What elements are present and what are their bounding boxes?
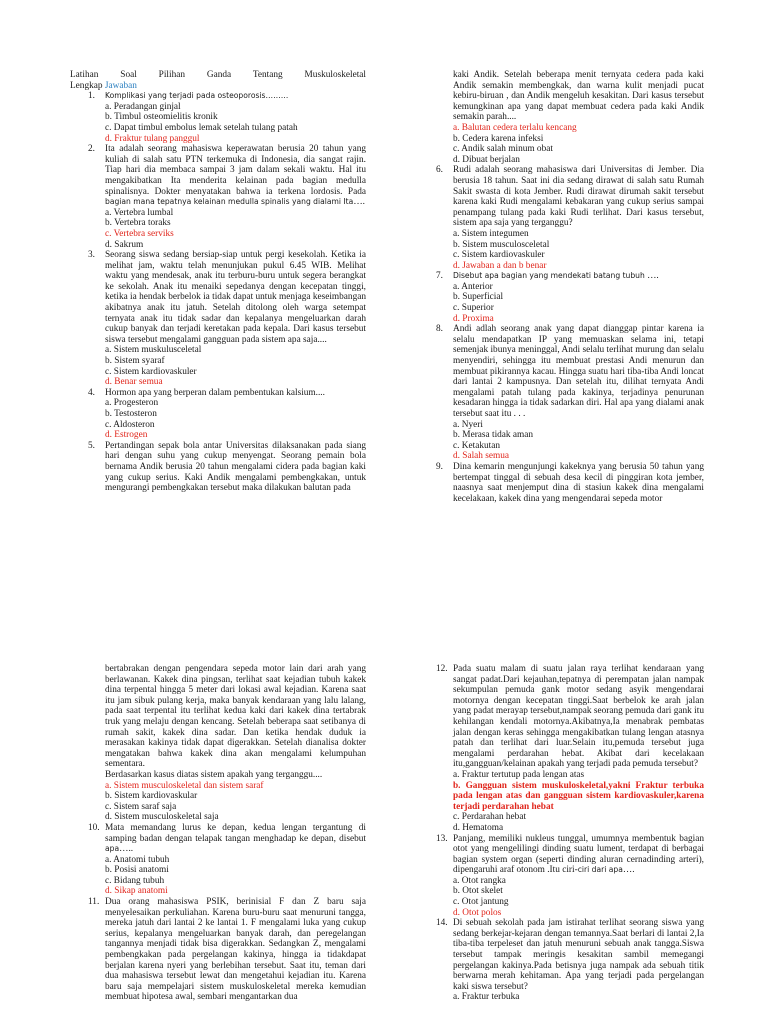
page1-left-column <box>70 70 366 494</box>
q8-option-b: b. Merasa tidak aman <box>453 430 534 441</box>
q9-answer: a. Sistem musculoskeletal dan sistem saraf <box>105 780 264 791</box>
page1-right-column <box>418 70 704 504</box>
q7-option-c: c. Superior <box>453 303 494 314</box>
q8-option-a: a. Nyeri <box>453 419 483 430</box>
document-title: Latihan Soal Pilihan Ganda Tentang Muskuloskeletal <box>70 70 366 80</box>
q4-option-b: b. Testosteron <box>105 409 157 419</box>
q4-option-a: a. Progesteron <box>105 398 159 409</box>
question-5: 5. Pertandingan sepak bola antar Universitas dilaksanakan pada siang hari dengan suhu yang cukup menyengat. Seorang pemain bola bernama Andik berusia 20 tahun mengalami cidera pada bagian kaki yang cukup serius. Kaki Andik mengalami pembengkakan, untuk mengurangi pembengkakan tersebut maka dilakukan balutan pada <box>88 440 366 494</box>
q8-option-c: c. Ketakutan <box>453 440 500 451</box>
q4-option-c: c. Aldosteron <box>105 419 155 430</box>
q9-option-d: d. Sistem musculoskeletal saja <box>105 812 219 823</box>
question-9: 9. Dina kemarin mengunjungi kakeknya yang berusia 50 tahun yang bertempat tinggal di sebuah desa kecil di pinggiran kota jember, naasnya saat menjemput dina di stasiun kakek dina mengalami kecelakaan, kakek dina yang mengendarai sepeda motor <box>436 461 704 504</box>
question-11: 11. Dua orang mahasiswa PSIK, berinisial F dan Z baru saja menyelesaikan perkuliahan. Karena buru-buru saat menuruni tangga, mereka jatuh dari lantai 2 ke lantai 1. F mengalami luka yang cukup serius, kepalanya mengeluarkan banyak darah, dan peregelangan tangannya menjadi tidak bisa digerakkan. Sedangkan Z, mengalami pembengkakan pada pergelangan kakinya, hingga ia tidakdapat berjalan karena nyeri yang berlebihan tersebut. Saat itu, teman dari dua mahasiswa tersebut lewat dan mengetahui kejadian itu. Karena baru saja mempelajari sistem muskuloskeletal mereka kemudian membuat hipotesa awal, sembari mengantarkan dua <box>88 897 366 1003</box>
question-13: 13. Panjang, memiliki nukleus tunggal, umumnya membentuk bagian otot yang mengelilingi dinding suatu lument, terdapat di berbagai bagian system organ (seperti dinding aluran cernadinding arteri), dipengaruhi araf otonom .Itu ciri-ciri dari apa…. <box>436 833 704 876</box>
question-1-text: Komplikasi yang terjadi pada osteoporosis……… <box>105 91 289 101</box>
q6-option-c: c. Sistem kardiovaskuler <box>453 250 545 261</box>
q10-option-a: a. Anatomi tubuh <box>105 854 170 865</box>
question-2: 2. Ita adalah seorang mahasiswa keperawatan berusia 20 tahun yang kuliah di salah satu PTN terkemuka di Indonesia, dia sangat rajin. Tiap hari dia membaca sampai 3 jam dalam sekali waktu. Hal itu mengakibatkan Ita menderita kelainan pada bagian medulla spinalisnya. Dokter menyatakan bahwa ia terkena lordosis. Pada bagian mana tepatnya kelainan medulla spinalis yang dialami Ita…. <box>88 144 366 208</box>
question-5-continued: kaki Andik. Setelah beberapa menit ternyata cedera pada kaki Andik semakin membengkak, dan warna kulit menjadi pucat kebiru-biruan , dan Andik mengeluh kesakitan. Dari kasus tersebut kemungkinan apa yang dapat membuat cedera pada kaki Andik semakin parah.... <box>453 70 704 123</box>
q3-option-a: a. Sistem muskulusceletal <box>105 345 202 356</box>
q9-option-b: b. Sistem kardiovaskular <box>105 791 198 802</box>
q12-option-a: a. Fraktur tertutup pada lengan atas <box>453 769 585 780</box>
q5-option-d: d. Dibuat berjalan <box>453 154 520 165</box>
q12-option-c: c. Perdarahan hebat <box>453 812 527 823</box>
question-10: 10. Mata memandang lurus ke depan, kedua lengan tergantung di samping badan dengan telapak tangan menghadap ke depan, disebut apa….. <box>88 822 367 855</box>
q7-option-b: b. Superficial <box>453 292 504 303</box>
q10-answer: d. Sikap anatomi <box>105 886 168 897</box>
q3-option-b: b. Sistem syaraf <box>105 356 165 367</box>
question-14: 14. Di sebuah sekolah pada jam istirahat terlihat seorang siswa yang sedang berkejar-kejaran dengan temannya.Saat berlari di lantai 2,Ia tiba-tiba terpeleset dan jatuh menuruni sebuah anak tangga.Siswa tersebut tampak meringis kesakitan sambil memegangi pergelangan kakinya.Pada betisnya juga nampak ada sebuah titik berwarna merah kehitaman. Apa yang terjadi pada pergelangan kaki siswa tersebut? <box>436 918 704 992</box>
q2-option-d: d. Sakrum <box>105 239 144 250</box>
question-9-continued: bertabrakan dengan pengendara sepeda motor lain dari arah yang berlawanan. Kakek dina pingsan, terlihat saat kejadian tubuh kakek dina terpental hingga 5 meter dari lokasi awal kejadian. Karena saat itu jam sibuk pulang kerja, maka banyak kendaraan yang lalu lalang, pada saat terpental itu terlihat kedua kaki dari kakek dina tertabrak truk yang melaju dengan kencang. Setelah beberapa saat setibanya di rumah sakit, kakek dina sadar. Dan ketika hendak duduk ia merasakan kakinya tidak dapat digerakkan. Setelah dianalisa dokter mengatakan bahwa kakek dina akan mengalami kelumpuhan sementara. <box>105 664 366 770</box>
question-6: 6. Rudi adalah seorang mahasiswa dari Universitas di Jember. Dia berusia 18 tahun. Saat ini dia sedang dirawat di salah satu Rumah Sakit swasta di kota Jember. Rudi dirawat dirumah sakit tersebut karena kaki Rudi mengalami kebakaran yang cukup serius sampai penampang tulang pada kaki Rudi terlihat. Dari kasus tersebut, sistem apa saja yang terganggu? <box>436 165 704 229</box>
q5-option-b: b. Cedera karena infeksi <box>453 133 544 144</box>
q6-answer: d. Jawaban a dan b benar <box>453 260 547 271</box>
document-page-2 <box>0 560 768 1024</box>
q4-answer: d. Estrogen <box>105 430 148 441</box>
q2-option-a: a. Vertebra lumbal <box>105 207 174 218</box>
q13-option-c: c. Otot jantung <box>453 897 509 908</box>
question-9-prompt: Berdasarkan kasus diatas sistem apakah yang terganggu.... <box>105 769 323 780</box>
q7-answer: d. Proxima <box>453 313 494 324</box>
q5-answer: a. Balutan cedera terlalu kencang <box>453 122 577 133</box>
q13-option-a: a. Otot rangka <box>453 875 506 886</box>
q2-answer: c. Vertebra serviks <box>105 228 174 239</box>
title-answer-word: Jawaban <box>104 80 137 91</box>
question-1: 1. Komplikasi yang terjadi pada osteoporosis……… <box>88 91 289 102</box>
q3-option-c: c. Sistem kardiovaskuler <box>105 366 197 377</box>
document-subtitle: Lengkap Jawaban <box>70 80 137 91</box>
q6-option-a: a. Sistem integumen <box>453 228 529 239</box>
page2-left-column <box>70 664 366 1003</box>
q7-option-a: a. Anterior <box>453 281 493 292</box>
page2-right-column <box>418 664 704 1003</box>
question-4: 4. Hormon apa yang berperan dalam pembentukan kalsium.... <box>88 387 325 398</box>
q13-option-b: b. Otot skelet <box>453 886 503 897</box>
question-7: 7. Disebut apa bagian yang mendekati batang tubuh …. <box>436 271 659 282</box>
q10-option-c: c. Bidang tubuh <box>105 875 165 886</box>
q3-answer: d. Benar semua <box>105 377 163 388</box>
q13-answer: d. Otot polos <box>453 907 502 918</box>
q9-option-c: c. Sistem saraf saja <box>105 801 177 812</box>
q12-option-d: d. Hematoma <box>453 822 504 833</box>
q1-option-a: a. Peradangan ginjal <box>105 101 181 112</box>
q12-answer: b. Gangguan sistem muskuloskeletal,yakni Fraktur terbuka pada lengan atas dan gangguan sistem kardiovaskuler,karena terjadi perdarahan hebat <box>453 780 704 812</box>
q8-answer: d. Salah semua <box>453 451 510 462</box>
question-12: 12. Pada suatu malam di suatu jalan raya terlihat kendaraan yang sangat padat.Dari kejauhan,tepatnya di perempatan jalan nampak sekumpulan pemuda gank motor sedang asyik mengendarai motornya dengan kecepatan tinggi.Saat berbelok ke arah jalan yang padat merayap tersebut,nampak seorang pemuda dari gank itu kehilangan kendali motornya.Akibatnya,Ia menabrak pembatas jalan dengan keras sehingga mengakibatkan tulang lengan atasnya patah dan terlihat dari luar.Selain itu,pemuda tersebut juga mengalami perdarahan hebat. Akibat dari kecelakaan itu,gangguan/kelainan apakah yang terjadi pada pemuda tersebut? <box>436 664 704 770</box>
q6-option-b: b. Sistem musculosceletal <box>453 239 550 250</box>
q14-option-a: a. Fraktur terbuka <box>453 992 520 1003</box>
question-8: 8. Andi adlah seorang anak yang dapat dianggap pintar karena ia selalu mendapatkan IP yang memuaskan selama ini, tetapi semenjak ibunya meninggal, Andi selalu terlihat murung dan selalu menyendiri, sehingga itu membuat prestasi Andi menurun dan membuat pikirannya kacau. Hingga suatu hari tiba-tiba Andi loncat dari lantai 2 kampusnya. Dan setelah itu, dilihat ternyata Andi mengalami patah tulang pada kakinya, terjadinya penurunan kesadaran hingga ia tidak sadarkan diri. Hal apa yang dialami anak tersebut saat itu . . . <box>436 324 704 419</box>
q1-option-b: b. Timbul osteomielitis kronik <box>105 112 218 123</box>
q2-option-b: b. Vertebra toraks <box>105 218 171 229</box>
q1-option-c: c. Dapat timbul embolus lemak setelah tulang patah <box>105 122 298 133</box>
question-3: 3. Seorang siswa sedang bersiap-siap untuk pergi kesekolah. Ketika ia melihat jam, waktu telah menunjukan pukul 6.45 WIB. Melihat waktu yang mendesak, anak itu terburu-buru untuk segera berangkat ke sekolah. Anak itu menaiki sepedanya dengan kecepatan tinggi, ketika ia hendak berbelok ia tidak dapat untuk menjaga keseimbangan akibatnya anak itu jatuh. Setelah ditolong oleh warga setempat ternyata anak itu tidak sadar dan kepalanya mengeluarkan darah cukup banyak dan terjadi keretakan pada kepala. Dari kasus tersebut siswa tersebut mengalami gangguan pada sistem apa saja.... <box>88 250 366 345</box>
q10-option-b: b. Posisi anatomi <box>105 865 169 876</box>
q5-option-c: c. Andik salah minum obat <box>453 144 553 155</box>
q1-answer: d. Fraktur tulang panggul <box>105 133 200 144</box>
